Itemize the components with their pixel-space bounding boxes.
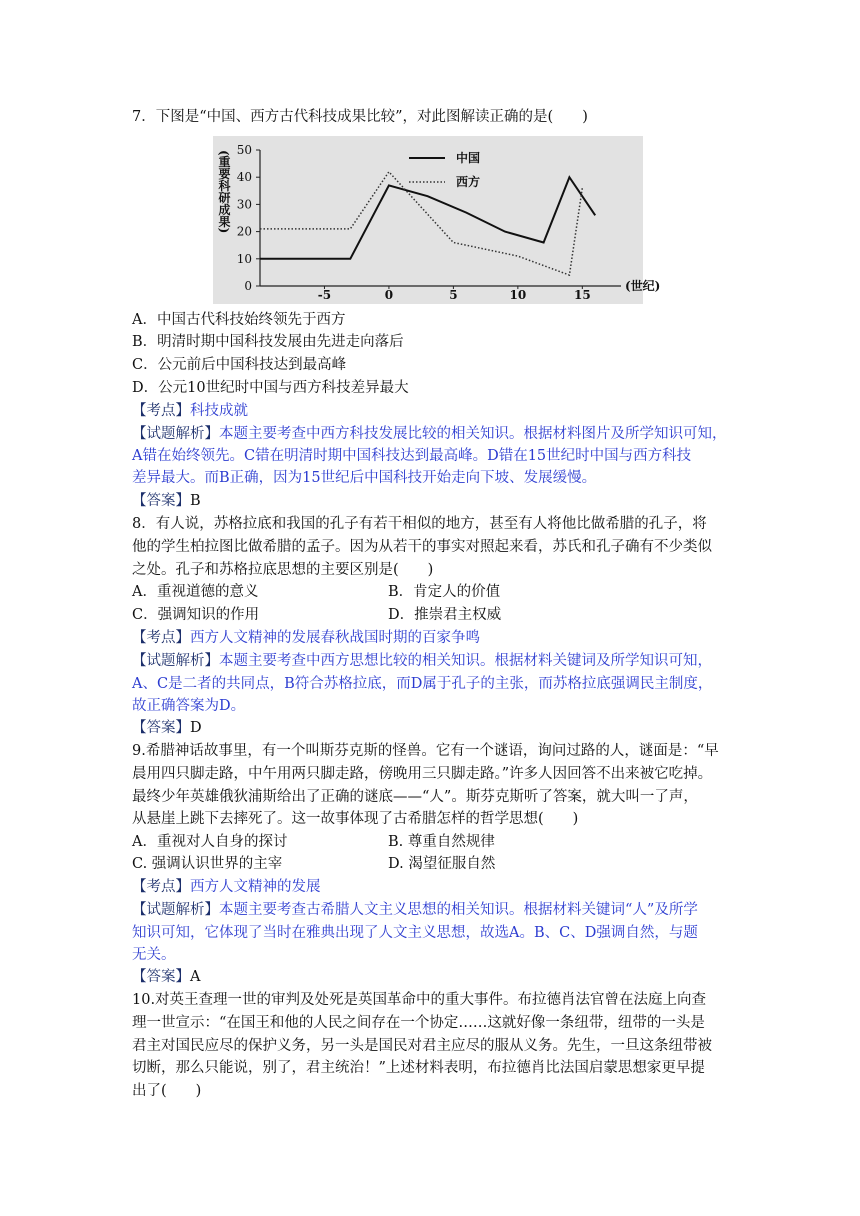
x-tick-label: 10 — [509, 288, 527, 302]
q9-answer — [132, 966, 200, 988]
answer-text: B — [190, 493, 201, 509]
q8-jiexi-1 — [132, 650, 712, 672]
q7-stem: 7．下图是“中国、西方古代科技成果比较”，对此图解读正确的是( ) — [132, 109, 588, 125]
q8-option-b: B．肯定人的价值 — [388, 584, 501, 600]
q7-jiexi-1 — [132, 423, 727, 445]
q8-jiexi-3: 故正确答案为D。 — [132, 698, 246, 714]
q8-option-c: C．强调知识的作用 — [132, 607, 260, 623]
y-tick-label: 40 — [236, 170, 252, 185]
q8-stem-2: 他的学生柏拉图比做希腊的孟子。因为从若干的事实对照起来看，苏氏和孔子确有不少类似 — [132, 539, 712, 555]
kaodian-text: 西方人文精神的发展 — [190, 879, 321, 895]
jiexi-text: 本题主要考查古希腊人文主义思想的相关知识。根据材料关键词“人”及所学 — [219, 902, 698, 918]
q10-stem-2: 理一世宣示：“在国王和他的人民之间存在一个协定……这就好像一条纽带，纽带的一头是 — [132, 1015, 705, 1031]
legend-label-west: 西方 — [456, 175, 481, 189]
q10-stem-3: 君主对国民应尽的保护义务，另一头是国民对君主应尽的服从义务。先生，一旦这条纽带被 — [132, 1038, 712, 1054]
q8-options-row-1 — [132, 581, 258, 603]
kaodian-tag: 【考点】 — [132, 879, 190, 895]
comparison-chart — [213, 136, 661, 304]
q8-kaodian — [132, 627, 480, 649]
q10-stem-1: 10.对英王查理一世的审判及处死是英国革命中的重大事件。布拉德肖法官曾在法庭上向查 — [132, 992, 707, 1008]
x-tick-label: 5 — [449, 288, 458, 302]
answer-text: A — [190, 969, 201, 985]
answer-tag: 【答案】 — [132, 969, 190, 985]
chart-svg — [213, 136, 661, 304]
q7-option-b: B．明清时期中国科技发展由先进走向落后 — [132, 334, 404, 350]
q9-option-d: D. 渴望征服自然 — [388, 856, 496, 872]
jiexi-tag: 【试题解析】 — [132, 653, 219, 669]
series-line-china — [260, 177, 595, 259]
jiexi-text: 本题主要考查中西方思想比较的相关知识。根据材料关键词及所学知识可知， — [219, 653, 712, 669]
x-tick-label: 0 — [384, 288, 394, 302]
q9-stem-4: 从悬崖上跳下去摔死了。这一故事体现了古希腊怎样的哲学思想( ) — [132, 811, 579, 827]
q9-stem-1: 9.希腊神话故事里，有一个叫斯芬克斯的怪兽。它有一个谜语，询问过路的人，谜面是：“早 — [132, 743, 719, 759]
jiexi-tag: 【试题解析】 — [132, 426, 219, 442]
q9-jiexi-3: 无关。 — [132, 947, 176, 963]
jiexi-tag: 【试题解析】 — [132, 902, 219, 918]
y-tick-label: 20 — [236, 224, 252, 239]
q9-jiexi-1 — [132, 899, 698, 921]
jiexi-text: 本题主要考查中西方科技发展比较的相关知识。根据材料图片及所学知识可知， — [219, 426, 727, 442]
x-axis-label: (世纪) — [625, 279, 661, 293]
kaodian-tag: 【考点】 — [132, 630, 190, 646]
legend-label-china: 中国 — [456, 151, 481, 165]
q7-kaodian — [132, 400, 248, 422]
answer-tag: 【答案】 — [132, 720, 190, 736]
q10-stem-4: 切断，那么只能说，别了，君主统治！”上述材料表明，布拉德肖比法国启蒙思想家更早提 — [132, 1060, 705, 1076]
q8-stem-3: 之处。孔子和苏格拉底思想的主要区别是( ) — [132, 562, 434, 578]
q8-option-d: D．推崇君主权威 — [388, 607, 502, 623]
x-tick-label: 15 — [573, 288, 591, 302]
x-tick-label: -5 — [317, 288, 332, 302]
q7-jiexi-3: 差异最大。而B正确，因为15世纪后中国科技开始走向下坡、发展缓慢。 — [132, 470, 597, 486]
q7-option-a: A．中国古代科技始终领先于西方 — [132, 312, 346, 328]
q7-option-c: C．公元前后中国科技达到最高峰 — [132, 357, 347, 373]
q9-stem-2: 晨用四只脚走路，中午用两只脚走路，傍晚用三只脚走路。”许多人因回答不出来被它吃掉。 — [132, 766, 713, 782]
q8-option-a: A．重视道德的意义 — [132, 584, 259, 600]
answer-tag: 【答案】 — [132, 493, 190, 509]
q8-stem-1: 8．有人说，苏格拉底和我国的孔子有若干相似的地方，甚至有人将他比做希腊的孔子，将 — [132, 516, 707, 532]
y-tick-label: 0 — [244, 279, 252, 293]
q7-jiexi-2: A错在始终领先。C错在明清时期中国科技达到最高峰。D错在15世纪时中国与西方科技 — [132, 448, 692, 464]
y-tick-label: 30 — [236, 197, 252, 212]
y-tick-label: 50 — [236, 143, 252, 157]
y-axis-label: (重要科研成果) — [217, 150, 231, 234]
q9-stem-3: 最终少年英雄俄狄浦斯给出了正确的谜底——“人”。斯芬克斯听了答案，就大叫一了声， — [132, 789, 698, 805]
q7-answer — [132, 490, 201, 512]
q7-option-d: D．公元10世纪时中国与西方科技差异最大 — [132, 380, 409, 396]
y-tick-label: 10 — [236, 251, 252, 266]
kaodian-text: 西方人文精神的发展春秋战国时期的百家争鸣 — [190, 630, 480, 646]
q8-jiexi-2: A、C是二者的共同点，B符合苏格拉底，而D属于孔子的主张，而苏格拉底强调民主制度， — [132, 676, 713, 692]
kaodian-text: 科技成就 — [190, 403, 248, 419]
answer-text: D — [190, 720, 202, 736]
q9-kaodian — [132, 876, 321, 898]
kaodian-tag: 【考点】 — [132, 403, 190, 419]
q10-stem-5: 出了( ) — [132, 1083, 202, 1099]
q9-option-b: B. 尊重自然规律 — [388, 834, 495, 850]
q9-jiexi-2: 知识可知，它体现了当时在雅典出现了人文主义思想，故选A。B、C、D强调自然，与题 — [132, 925, 698, 941]
q9-option-a: A．重视对人自身的探讨 — [132, 834, 288, 850]
q8-answer — [132, 717, 202, 739]
q9-option-c: C. 强调认识世界的主宰 — [132, 856, 283, 872]
